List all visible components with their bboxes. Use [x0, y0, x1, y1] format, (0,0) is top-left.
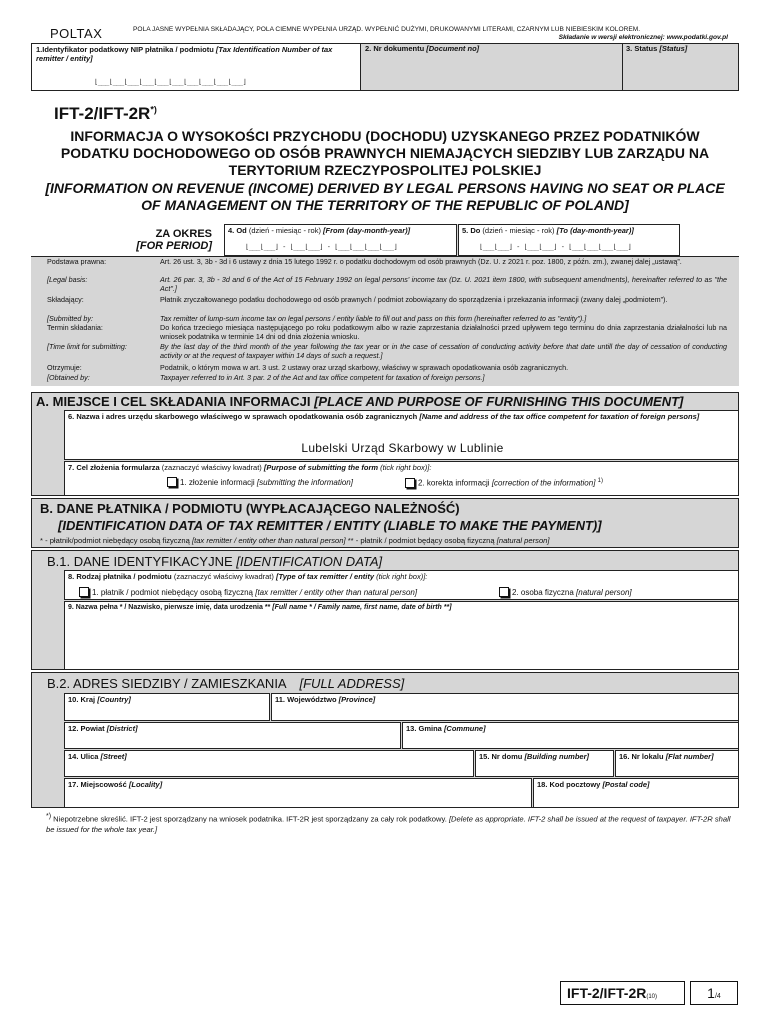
commune-field[interactable]: 13. Gmina [Commune]	[402, 722, 739, 749]
purpose-correction-checkbox[interactable]	[405, 478, 415, 488]
purpose-submit-checkbox[interactable]	[167, 477, 177, 487]
period-from-field[interactable]: 4. Od (dzień - miesiąc - rok) [From (day-month-year)] ⌊___⌊___⌋ - ⌊___⌊___⌋ - ⌊___⌊___⌊___⌊___⌋	[224, 224, 457, 256]
form-title-en: [INFORMATION ON REVENUE (INCOME) DERIVED BY LEGAL PERSONS HAVING NO SEAT OR PLACE OF MANAGEMENT ON THE TERRITORY OF THE REPUBLIC OF POLAND]	[45, 180, 725, 213]
purpose-option-submit[interactable]: 1. złożenie informacji [submitting the information]	[167, 477, 353, 488]
tax-id-label: 1.	[36, 45, 43, 54]
country-field[interactable]: 10. Kraj [Country]	[64, 693, 270, 721]
entity-type-field: 8. Rodzaj płatnika / podmiotu (zaznaczyć właściwy kwadrat) [Type of tax remitter / entity (tick right box)]: 1. płatnik / podmiot niebędący osobą fizyczną [tax remitter / entity other than natural person] 2. osoba fizyczna [natural person]	[64, 570, 739, 600]
footnote: *) Niepotrzebne skreślić. IFT-2 jest sporządzany na wniosek podatnika. IFT-2R jest sporządzany za cały rok podatkowy. [Delete as appropriate. IFT-2 shall be issued at the request of taxpayer. IFT-2R shall be issued for the whole tax year.]	[46, 813, 731, 834]
section-b2-title: B.2. ADRES SIEDZIBY / ZAMIESZKANIA [FULL ADDRESS]	[47, 676, 405, 691]
poltax-logo: POLTAX	[50, 26, 103, 41]
purpose-option-correction[interactable]: 2. korekta informacji [correction of the information] $^{1)}$	[405, 477, 603, 488]
locality-field[interactable]: 17. Miejscowość [Locality]	[64, 778, 532, 808]
tax-id-field[interactable]: 1.Identyfikator podatkowy NIP płatnika / podmiotu [Tax Identification Number of tax remitter / entity] ⌊___⌊___⌊___⌊___⌊___⌊___⌊___⌊___⌊___⌊___⌋	[31, 43, 361, 91]
entity-natural-checkbox[interactable]	[499, 587, 509, 597]
form-code: IFT-2/IFT-2R*)	[54, 104, 157, 123]
form-title-pl: INFORMACJA O WYSOKOŚCI PRZYCHODU (DOCHODU) UZYSKANEGO PRZEZ PODATNIKÓW PODATKU DOCHODOWEGO OD OSÓB PRAWNYCH NIEMAJĄCYCH SIEDZIBY LUB ZARZĄDU NA TERYTORIUM RZECZYPOSPOLITEJ POLSKIEJ	[60, 128, 710, 178]
entity-type-natural[interactable]: 2. osoba fizyczna [natural person]	[499, 587, 632, 598]
footer-page-number: 1/4	[690, 981, 738, 1005]
section-b-title-en: [IDENTIFICATION DATA OF TAX REMITTER / ENTITY (LIABLE TO MAKE THE PAYMENT)]	[58, 518, 602, 533]
footer-form-code: IFT-2/IFT-2R(10)	[560, 981, 685, 1005]
building-number-field[interactable]: 15. Nr domu [Building number]	[475, 750, 614, 777]
status-field: 3. Status [Status]	[622, 43, 739, 91]
district-field[interactable]: 12. Powiat [District]	[64, 722, 401, 749]
entity-type-legal[interactable]: 1. płatnik / podmiot niebędący osobą fizyczną [tax remitter / entity other than natural person]	[79, 587, 417, 598]
street-field[interactable]: 14. Ulica [Street]	[64, 750, 474, 777]
tax-id-boxes: ⌊___⌊___⌊___⌊___⌊___⌊___⌊___⌊___⌊___⌊___⌋	[94, 78, 247, 86]
section-b1-title: B.1. DANE IDENTYFIKACYJNE [IDENTIFICATION DATA]	[47, 554, 383, 569]
province-field[interactable]: 11. Województwo [Province]	[271, 693, 739, 721]
document-number-field: 2. Nr dokumentu [Document no]	[365, 44, 480, 53]
full-name-field[interactable]: 9. Nazwa pełna * / Nazwisko, pierwsze imię, data urodzenia ** [Full name * / Family name, first name, date of birth **]	[64, 601, 739, 670]
period-label: ZA OKRES [FOR PERIOD]	[136, 228, 212, 252]
electronic-submission-note: Składanie w wersji elektronicznej: www.podatki.gov.pl	[558, 34, 728, 41]
fill-instruction: POLA JASNE WYPEŁNIA SKŁADAJĄCY, POLA CIEMNE WYPEŁNIA URZĄD. WYPEŁNIĆ DUŻYMI, DRUKOWANYMI LITERAMI, CZARNYM LUB NIEBIESKIM KOLOREM.	[133, 26, 641, 33]
section-a-title: A. MIEJSCE I CEL SKŁADANIA INFORMACJI [PLACE AND PURPOSE OF FURNISHING THIS DOCUMENT]	[36, 394, 684, 409]
flat-number-field[interactable]: 16. Nr lokalu [Flat number]	[615, 750, 739, 777]
tax-office-field[interactable]: 6. Nazwa i adres urzędu skarbowego właściwego w sprawach opodatkowania osób zagranicznych [Name and address of the tax office competent for taxation of foreign persons] Lubelski Urząd Skarbowy w Lublinie	[64, 410, 739, 460]
period-to-field[interactable]: 5. Do (dzień - miesiąc - rok) [To (day-month-year)] ⌊___⌊___⌋ - ⌊___⌊___⌋ - ⌊___⌊___⌊___⌊___⌋	[458, 224, 680, 256]
section-b-title-pl: B. DANE PŁATNIKA / PODMIOTU (WYPŁACAJĄCEGO NALEŻNOŚĆ)	[40, 501, 460, 516]
section-b-notes: * - płatnik/podmiot niebędący osobą fizyczną [tax remitter / entity other than natural person] ** - płatnik / podmiot będący osobą fizyczną [natural person]	[40, 536, 550, 545]
entity-legal-checkbox[interactable]	[79, 587, 89, 597]
purpose-field: 7. Cel złożenia formularza (zaznaczyć właściwy kwadrat) [Purpose of submitting the form (tick right box)]: 1. złożenie informacji [submitting the information] 2. korekta informacji [correction of the information] $^{1)}$	[64, 461, 739, 496]
postal-code-field[interactable]: 18. Kod pocztowy [Postal code]	[533, 778, 739, 808]
tax-office-value: Lubelski Urząd Skarbowy w Lublinie	[301, 441, 504, 455]
